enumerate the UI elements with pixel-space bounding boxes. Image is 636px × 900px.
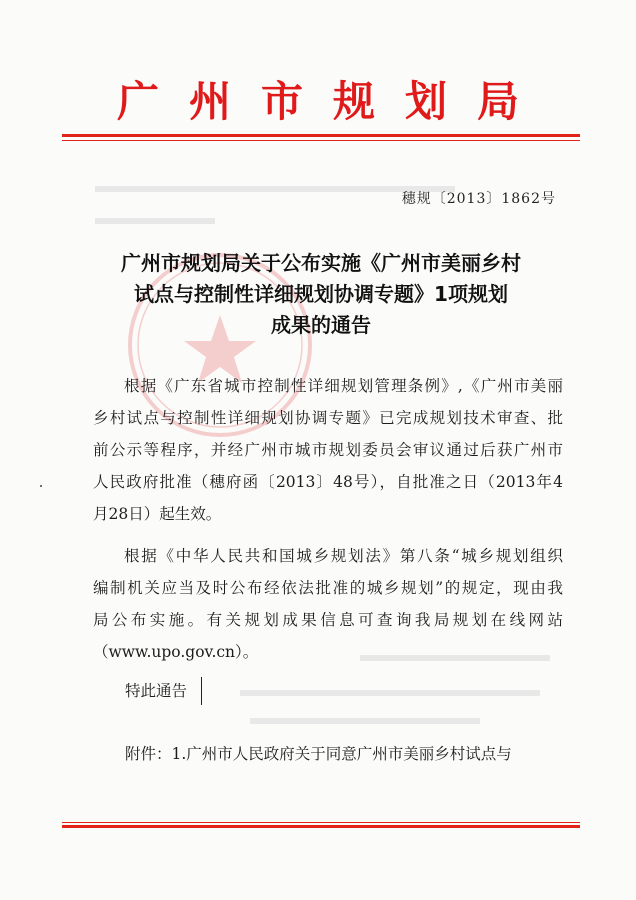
document-number: 穗规〔2013〕1862号 (401, 191, 556, 207)
scan-speck (40, 485, 42, 487)
bleed-through-line (95, 218, 215, 224)
footer-red-rule (62, 825, 580, 828)
document-title (80, 248, 562, 341)
paragraph-line: 局公布实施。有关规划成果信息可查询我局规划在线网站 (93, 611, 563, 629)
title-line: 成果的通告 (271, 313, 371, 337)
paragraph-line: 月28日）起生效。 (93, 505, 222, 523)
text-cursor (201, 677, 202, 705)
letterhead-red-rule-thin (62, 140, 580, 141)
bleed-through-line (250, 718, 480, 724)
footer-red-rule-thin (62, 822, 580, 823)
attachment-line: 附件：1.广州市人民政府关于同意广州市美丽乡村试点与 (125, 745, 512, 763)
body-paragraph-2 (93, 540, 563, 668)
letterhead-red-rule (62, 134, 580, 137)
paragraph-line: 前公示等程序，并经广州市城市规划委员会审议通过后获广州市 (93, 441, 563, 459)
paragraph-line: 编制机关应当及时公布经依法批准的城乡规划”的规定，现由我 (93, 579, 563, 597)
bleed-through-line (240, 690, 540, 696)
paragraph-line: 人民政府批准（穗府函〔2013〕48号），自批准之日（2013年4 (93, 473, 563, 491)
paragraph-line: （www.upo.gov.cn）。 (93, 643, 259, 661)
closing-notice: 特此通告 (125, 682, 188, 700)
paragraph-line: 根据《中华人民共和国城乡规划法》第八条“城乡规划组织 (124, 547, 563, 565)
title-line: 广州市规划局关于公布实施《广州市美丽乡村 (121, 251, 521, 275)
paragraph-line: 根据《广东省城市控制性详细规划管理条例》,《广州市美丽 (124, 377, 563, 395)
letterhead-title: 广州市规划局 (116, 77, 549, 126)
paragraph-line: 乡村试点与控制性详细规划协调专题》已完成规划技术审查、批 (93, 409, 563, 427)
body-paragraph-1 (93, 370, 563, 530)
title-line: 试点与控制性详细规划协调专题》1项规划 (134, 282, 508, 306)
